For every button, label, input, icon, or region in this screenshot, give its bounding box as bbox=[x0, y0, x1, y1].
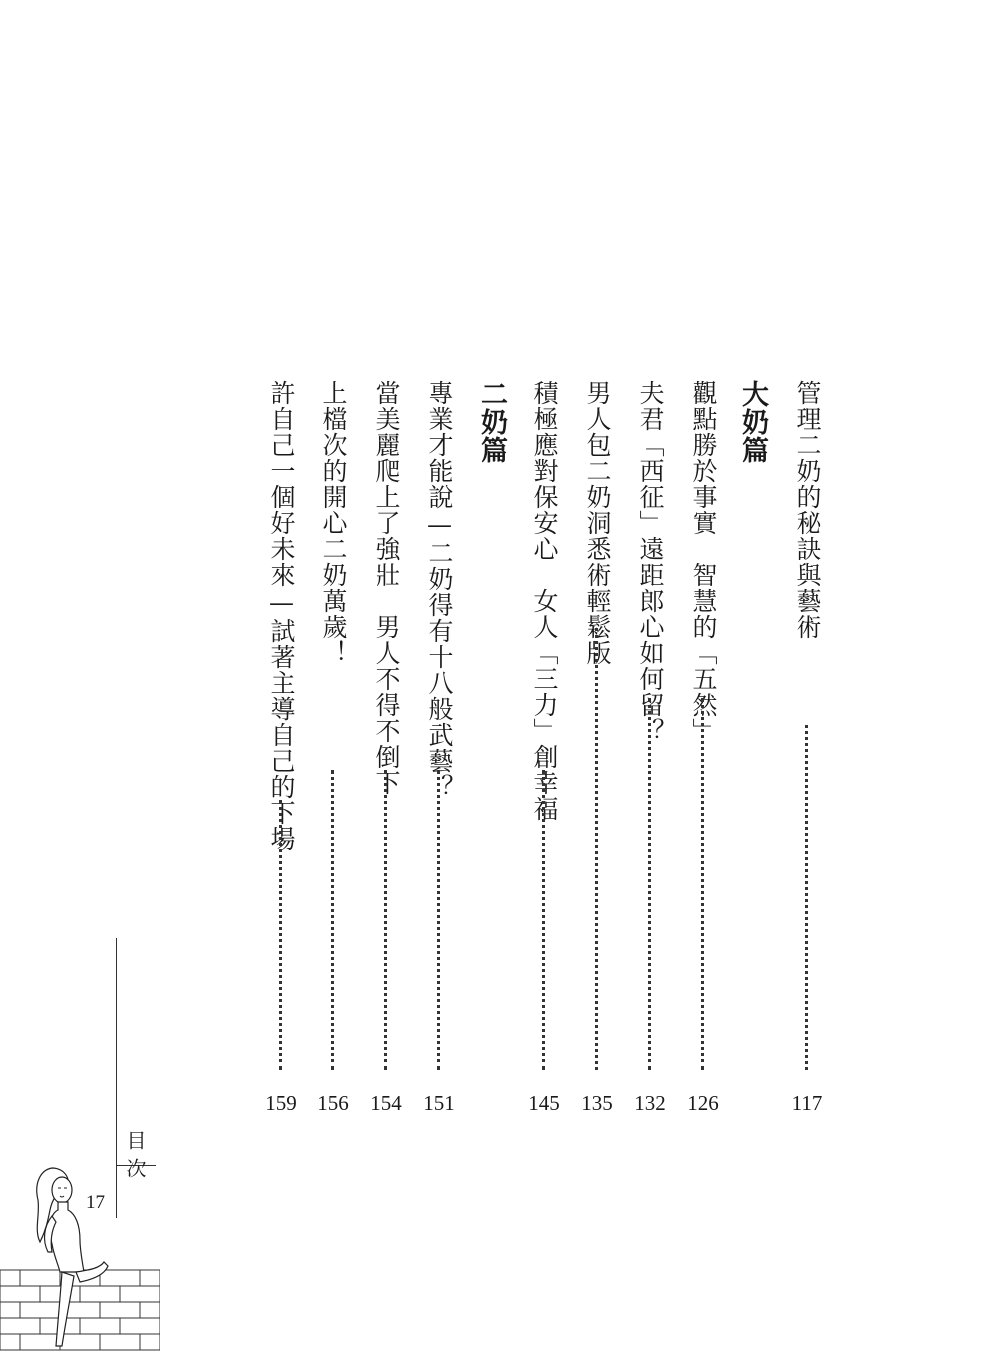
section-heading-text: 大奶篇 bbox=[737, 380, 768, 464]
leader-dots bbox=[542, 770, 545, 1070]
toc-entry[interactable] bbox=[790, 380, 824, 1115]
toc-entry[interactable] bbox=[316, 380, 350, 1115]
toc-entry-page: 132 bbox=[634, 1091, 666, 1115]
toc-entry[interactable] bbox=[580, 380, 614, 1115]
toc-entry[interactable] bbox=[369, 380, 403, 1115]
toc-entry-title: 夫君「西征」遠距郎心如何留？ bbox=[636, 380, 665, 744]
toc-entry-title: 觀點勝於事實 智慧的「五然」 bbox=[689, 380, 718, 744]
toc-entry-page: 117 bbox=[791, 1091, 823, 1115]
leader-dots bbox=[437, 770, 440, 1070]
toc-entry-title: 男人包二奶洞悉術輕鬆版 bbox=[583, 380, 612, 666]
toc-entry-title: 管理二奶的秘訣與藝術 bbox=[793, 380, 822, 640]
section-heading bbox=[735, 380, 769, 1115]
leader-dots bbox=[331, 770, 334, 1070]
section-heading bbox=[474, 380, 508, 1115]
leader-dots bbox=[701, 698, 704, 1070]
leader-dots bbox=[648, 698, 651, 1070]
toc-entry-page: 145 bbox=[528, 1091, 560, 1115]
toc-entry-page: 126 bbox=[687, 1091, 719, 1115]
footer-page-number: 17 bbox=[86, 1192, 105, 1213]
toc-entry[interactable] bbox=[264, 380, 298, 1115]
toc-entry[interactable] bbox=[422, 380, 456, 1115]
leader-dots bbox=[384, 770, 387, 1070]
toc-entry-page: 154 bbox=[370, 1091, 402, 1115]
toc-entry[interactable] bbox=[633, 380, 667, 1115]
woman-on-brick-wall-illustration bbox=[0, 1160, 160, 1353]
leader-dots bbox=[279, 800, 282, 1070]
toc-entry-page: 135 bbox=[581, 1091, 613, 1115]
toc-entry-page: 151 bbox=[423, 1091, 455, 1115]
toc-entry[interactable] bbox=[686, 380, 720, 1115]
toc-entry-title: 專業才能說—二奶得有十八般武藝？ bbox=[425, 380, 454, 800]
leader-dots bbox=[805, 725, 808, 1070]
section-heading-text: 二奶篇 bbox=[476, 380, 507, 464]
toc-entry-page: 156 bbox=[317, 1091, 349, 1115]
toc-entry-title: 當美麗爬上了強壯 男人不得不倒下 bbox=[372, 380, 401, 796]
leader-dots bbox=[595, 628, 598, 1070]
footer-section-title: 目次 bbox=[123, 1130, 147, 1186]
toc-entry-page: 159 bbox=[265, 1091, 297, 1115]
toc-entry-title: 積極應對保安心 女人「三力」創幸福 bbox=[530, 380, 559, 822]
toc-entry-title: 許自己一個好未來—試著主導自己的下場 bbox=[267, 380, 296, 852]
toc-entry[interactable] bbox=[527, 380, 561, 1115]
toc-entry-title: 上檔次的開心二奶萬歲！ bbox=[319, 380, 348, 666]
